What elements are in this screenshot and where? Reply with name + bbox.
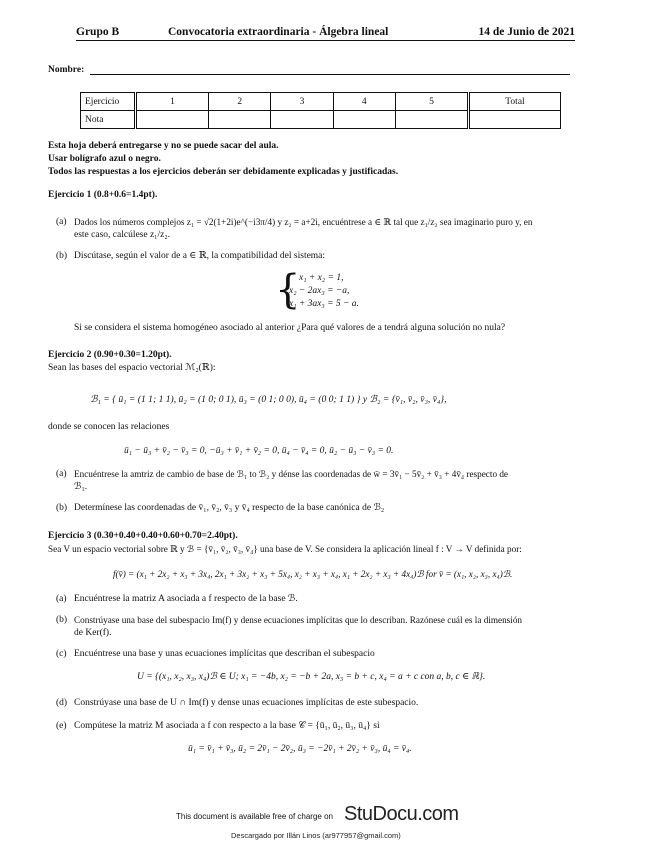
ex3-e-eq: ū₁ = v̄₁ + v̄₃, ū₂ = 2v̄₁ − 2v̄₂, ū₃ = −2v̄₁ + 2v̄₂ + v̄₃, ū₄ = v̄₄. bbox=[188, 744, 412, 754]
system-row-1: x₁ + x₂ = 1, bbox=[299, 273, 344, 283]
group-label: Grupo B bbox=[76, 26, 120, 38]
cell-ex2: 2 bbox=[209, 93, 271, 111]
ex3-a-label: (a) bbox=[56, 594, 67, 604]
ex2-a-label: (a) bbox=[56, 469, 67, 479]
ex1-system bbox=[275, 267, 395, 314]
instruction-1: Esta hoja deberá entregarse y no se puede sacar del aula. bbox=[48, 141, 279, 151]
cell-ex3: 3 bbox=[271, 93, 333, 111]
cell-ex5: 5 bbox=[395, 93, 468, 111]
ex1-a-label: (a) bbox=[56, 217, 67, 227]
cell-ex4: 4 bbox=[333, 93, 395, 111]
instructions bbox=[48, 140, 398, 179]
cell-nota: Nota bbox=[81, 111, 136, 129]
ex2-b-label: (b) bbox=[56, 503, 68, 513]
cell-total: Total bbox=[469, 93, 561, 111]
ex1-b-text: Discútase, según el valor de a ∈ ℝ, la compatibilidad del sistema: bbox=[74, 251, 326, 261]
nota-ex1 bbox=[136, 111, 209, 129]
ex2-title: Ejercicio 2 (0.90+0.30=1.20pt). bbox=[48, 350, 172, 360]
ex2-bases: ℬ₁ = { ū₁ = (1 1; 1 1), ū₂ = (1 0; 0 1), ū₃ = (0 1; 0 0), ū₄ = (0 0; 1 1) } y ℬ₂ = {v̄₁, v̄₂, v̄₃, v̄₄}, bbox=[90, 394, 447, 405]
exam-header bbox=[76, 24, 575, 41]
cell-ejercicio: Ejercicio bbox=[81, 93, 136, 111]
ex3-d-text: Constrúyase una base de U ∩ Im(f) y dense unas ecuaciones implícitas de este subespacio. bbox=[74, 698, 419, 708]
ex1-title: Ejercicio 1 (0.8+0.6=1.4pt). bbox=[48, 190, 158, 200]
ex3-title: Ejercicio 3 (0.30+0.40+0.40+0.60+0.70=2.40pt). bbox=[48, 531, 238, 541]
ex3-d-label: (d) bbox=[56, 698, 68, 708]
grades-table bbox=[80, 92, 561, 129]
ex3-f-def: f(v̄) = (x₁ + 2x₂ + x₃ + 3x₄, 2x₁ + 3x₂ + x₃ + 5x₄, x₂ + x₃ + x₄, x₁ + 2x₂ + x₃ + 4x₄)ℬ for v̄ = (x₁, x₂, x₃, x₄)ℬ. bbox=[113, 569, 513, 579]
ex3-b-label: (b) bbox=[56, 615, 68, 625]
ex1-b-text2: Si se considera el sistema homogéneo asociado al anterior ¿Para qué valores de a tendrá alguna solución no nula? bbox=[74, 323, 506, 333]
grades-nota-row bbox=[81, 111, 561, 129]
nota-ex2 bbox=[209, 111, 271, 129]
ex3-c-eq: U = {(x₁, x₂, x₃, x₄)ℬ ∈ U; x₁ = −4b, x₂ = −b + 2a, x₃ = b + c, x₄ = a + c con a, b, c ∈ ℝ}. bbox=[137, 672, 486, 682]
ex3-intro: Sea V un espacio vectorial sobre ℝ y ℬ = {v̄₁, v̄₂, v̄₃, v̄₄} una base de V. Se considera la aplicación lineal f : V → V definida por: bbox=[48, 544, 522, 554]
ex3-b-text: Constrúyase una base del subespacio Im(f) y dense ecuaciones implícitas que lo describan. Razónese cuál es la dimensión bbox=[74, 615, 523, 625]
instruction-2: Usar bolígrafo azul o negro. bbox=[48, 154, 161, 164]
system-row-2: x₂ − 2ax₃ = −a, bbox=[289, 286, 350, 296]
ex3-e-label: (e) bbox=[56, 721, 67, 731]
ex3-c-label: (c) bbox=[56, 649, 67, 659]
ex1-b-label: (b) bbox=[56, 251, 68, 261]
nota-ex3 bbox=[271, 111, 333, 129]
ex2-b-text: Determínese las coordenadas de v̄₁, v̄₂, v̄₃ y v̄₄ respecto de la base canónica de ℬ₂ bbox=[74, 503, 385, 513]
ex2-relations: ū₁ − ū₃ + v̄₂ − v̄₃ = 0, −ū₃ + v̄₁ + v̄₂ = 0, ū₄ − v̄₄ = 0, ū₂ − ū₃ − v̄₃ = 0. bbox=[124, 446, 394, 456]
cell-ex1: 1 bbox=[136, 93, 209, 111]
ex3-a-text: Encuéntrese la matriz A asociada a f respecto de la base ℬ. bbox=[74, 594, 298, 604]
footer-downloaded: Descargado por Illán Linos (ar977957@gmail.com) bbox=[231, 831, 401, 840]
studocu-logo[interactable]: StuDocu.com bbox=[344, 803, 459, 825]
footer-available: This document is available free of charge on bbox=[176, 812, 333, 821]
ex1-a-text2: este caso, calcúlese z₁/z₂. bbox=[74, 230, 171, 240]
ex2-a-text: Encuéntrese la amtriz de cambio de base de ℬ₁ to ℬ₂ y dénse las coordenadas de w̄ = 3v̄₁ − 5v̄₂ + v̄₃ + 4v̄₄ respecto de bbox=[74, 469, 509, 479]
nota-ex4 bbox=[333, 111, 395, 129]
ex2-relations-intro: donde se conocen las relaciones bbox=[48, 422, 170, 432]
ex2-intro: Sean las bases del espacio vectorial ℳ₂(ℝ): bbox=[48, 363, 216, 373]
instruction-3: Todos las respuestas a los ejercicios deberán ser debidamente explicadas y justificadas. bbox=[48, 167, 399, 177]
exam-title: Convocatoria extraordinaria - Álgebra lineal bbox=[168, 26, 389, 38]
system-rows bbox=[289, 272, 359, 311]
ex3-c-text: Encuéntrese una base y unas ecuaciones implícitas que describan el subespacio bbox=[74, 649, 375, 659]
ex1-a-text: Dados los números complejos z₁ = √2(1+2i)e^(−i3π/4) y z₂ = a+2i, encuéntrese a ∈ ℝ tal que z₁/z₂ sea imaginario puro y, en bbox=[74, 217, 533, 227]
ex3-e-text: Compútese la matriz M asociada a f con respecto a la base 𝒞 = {ū₁, ū₂, ū₃, ū₄} si bbox=[74, 721, 380, 731]
exam-date: 14 de Junio de 2021 bbox=[478, 26, 575, 38]
ex2-a-text2: ℬ₁. bbox=[74, 482, 88, 492]
system-brace: { bbox=[275, 267, 301, 313]
nota-total bbox=[469, 111, 561, 129]
nombre-line bbox=[90, 74, 570, 75]
nota-ex5 bbox=[395, 111, 468, 129]
ex3-b-text2: de Ker(f). bbox=[74, 628, 112, 638]
nombre-label: Nombre: bbox=[48, 65, 85, 75]
system-row-3: x₁ + 3ax₃ = 5 − a. bbox=[289, 299, 359, 309]
grades-header-row bbox=[81, 93, 561, 111]
